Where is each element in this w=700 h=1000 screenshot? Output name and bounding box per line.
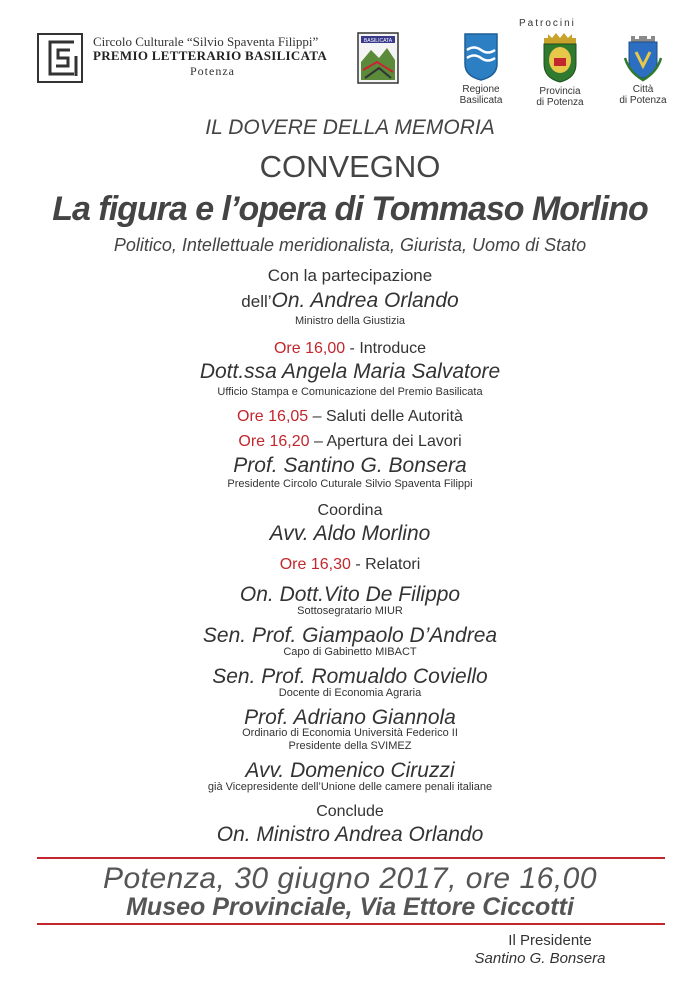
crest-regione-line2: Basilicata <box>459 95 503 106</box>
crest-citta-line2: di Potenza <box>619 95 667 106</box>
circolo-name: Circolo Culturale “Silvio Spaventa Filippi” <box>93 34 319 49</box>
time-3: Ore 16,20 <box>238 433 310 450</box>
conclude-label: Conclude <box>316 803 384 820</box>
crest-citta <box>614 32 672 106</box>
open-role: Presidente Circolo Cuturale Silvio Spaventa Filippi <box>227 478 473 490</box>
event-tagline: IL DOVERE DELLA MEMORIA <box>205 116 495 139</box>
top-divider <box>37 857 665 859</box>
provincia-crest-icon <box>538 30 582 84</box>
intro-role: Ufficio Stampa e Comunicazione del Premio Basilicata <box>217 386 483 398</box>
speaker-name: On. Dott.Vito De Filippo <box>239 583 461 606</box>
speaker-role: Capo di Gabinetto MIBACT <box>283 646 417 658</box>
event-kind: CONVEGNO <box>259 149 441 184</box>
crest-provincia-line1: Provincia <box>539 86 581 97</box>
speaker-role: Docente di Economia Agraria <box>278 687 422 699</box>
time-row-3 <box>0 433 700 451</box>
conclude-name: On. Ministro Andrea Orlando <box>216 823 484 846</box>
premio-city: Potenza <box>190 64 235 78</box>
time-row-1 <box>0 340 700 358</box>
speaker-role: Sottosegratario MIUR <box>297 605 403 617</box>
dell-prefix: dell’ <box>241 292 272 311</box>
signature-name: Santino G. Bonsera <box>474 950 606 967</box>
patrocini-label: Patrocini <box>519 18 576 29</box>
speaker-role: già Vicepresidente dell’Unione delle camere penali italiane <box>207 781 493 793</box>
citta-crest-icon <box>623 32 663 82</box>
event-title: La figura e l’opera di Tommaso Morlino <box>52 190 648 228</box>
crest-provincia-line2: di Potenza <box>536 97 584 108</box>
bottom-divider <box>37 923 665 925</box>
time-2-label: – Saluti delle Autorità <box>308 408 463 425</box>
time-row-2 <box>0 408 700 426</box>
premio-name: PREMIO LETTERARIO BASILICATA <box>93 48 328 63</box>
signature-title: Il Presidente <box>508 932 592 949</box>
time-1-label: - Introduce <box>345 340 427 357</box>
premio-book-logo-icon <box>357 32 399 84</box>
book-logo-text: BASILICATA <box>363 38 393 44</box>
speaker-name: Sen. Prof. Giampaolo D’Andrea <box>202 624 498 647</box>
speaker-name: Avv. Domenico Ciruzzi <box>245 759 455 782</box>
crest-regione-line1: Regione <box>462 84 500 95</box>
speaker-role: Ordinario di Economia Università Federico II <box>242 727 458 739</box>
coord-name: Avv. Aldo Morlino <box>269 522 431 545</box>
speaker-name: Prof. Adriano Giannola <box>244 706 456 729</box>
guest-name: On. Andrea Orlando <box>271 289 459 312</box>
regione-crest-icon <box>461 30 501 82</box>
crest-citta-line1: Città <box>632 84 654 95</box>
guest-role: Ministro della Giustizia <box>294 315 406 327</box>
intro-name: Dott.ssa Angela Maria Salvatore <box>199 360 501 383</box>
date-line: Potenza, 30 giugno 2017, ore 16,00 <box>102 862 598 895</box>
event-subtitle: Politico, Intellettuale meridionalista, Giurista, Uomo di Stato <box>113 235 587 255</box>
partecipazione-label: Con la partecipazione <box>267 266 433 285</box>
crest-provincia <box>528 30 592 108</box>
open-name: Prof. Santino G. Bonsera <box>233 454 467 477</box>
coordina-label: Coordina <box>317 502 383 519</box>
time-2: Ore 16,05 <box>237 408 309 425</box>
header <box>0 0 700 110</box>
speaker-name: Sen. Prof. Romualdo Coviello <box>212 665 488 688</box>
time-row-4 <box>0 556 700 574</box>
time-4-label: - Relatori <box>350 556 421 573</box>
guest-line <box>0 289 700 313</box>
time-1: Ore 16,00 <box>273 340 346 357</box>
speaker-role-2: Presidente della SVIMEZ <box>288 740 412 752</box>
csf-logo-icon <box>36 32 84 84</box>
time-3-label: – Apertura dei Lavori <box>309 433 462 450</box>
venue-line: Museo Provinciale, Via Ettore Ciccotti <box>126 893 574 921</box>
crest-regione <box>452 30 510 106</box>
time-4: Ore 16,30 <box>279 556 351 573</box>
